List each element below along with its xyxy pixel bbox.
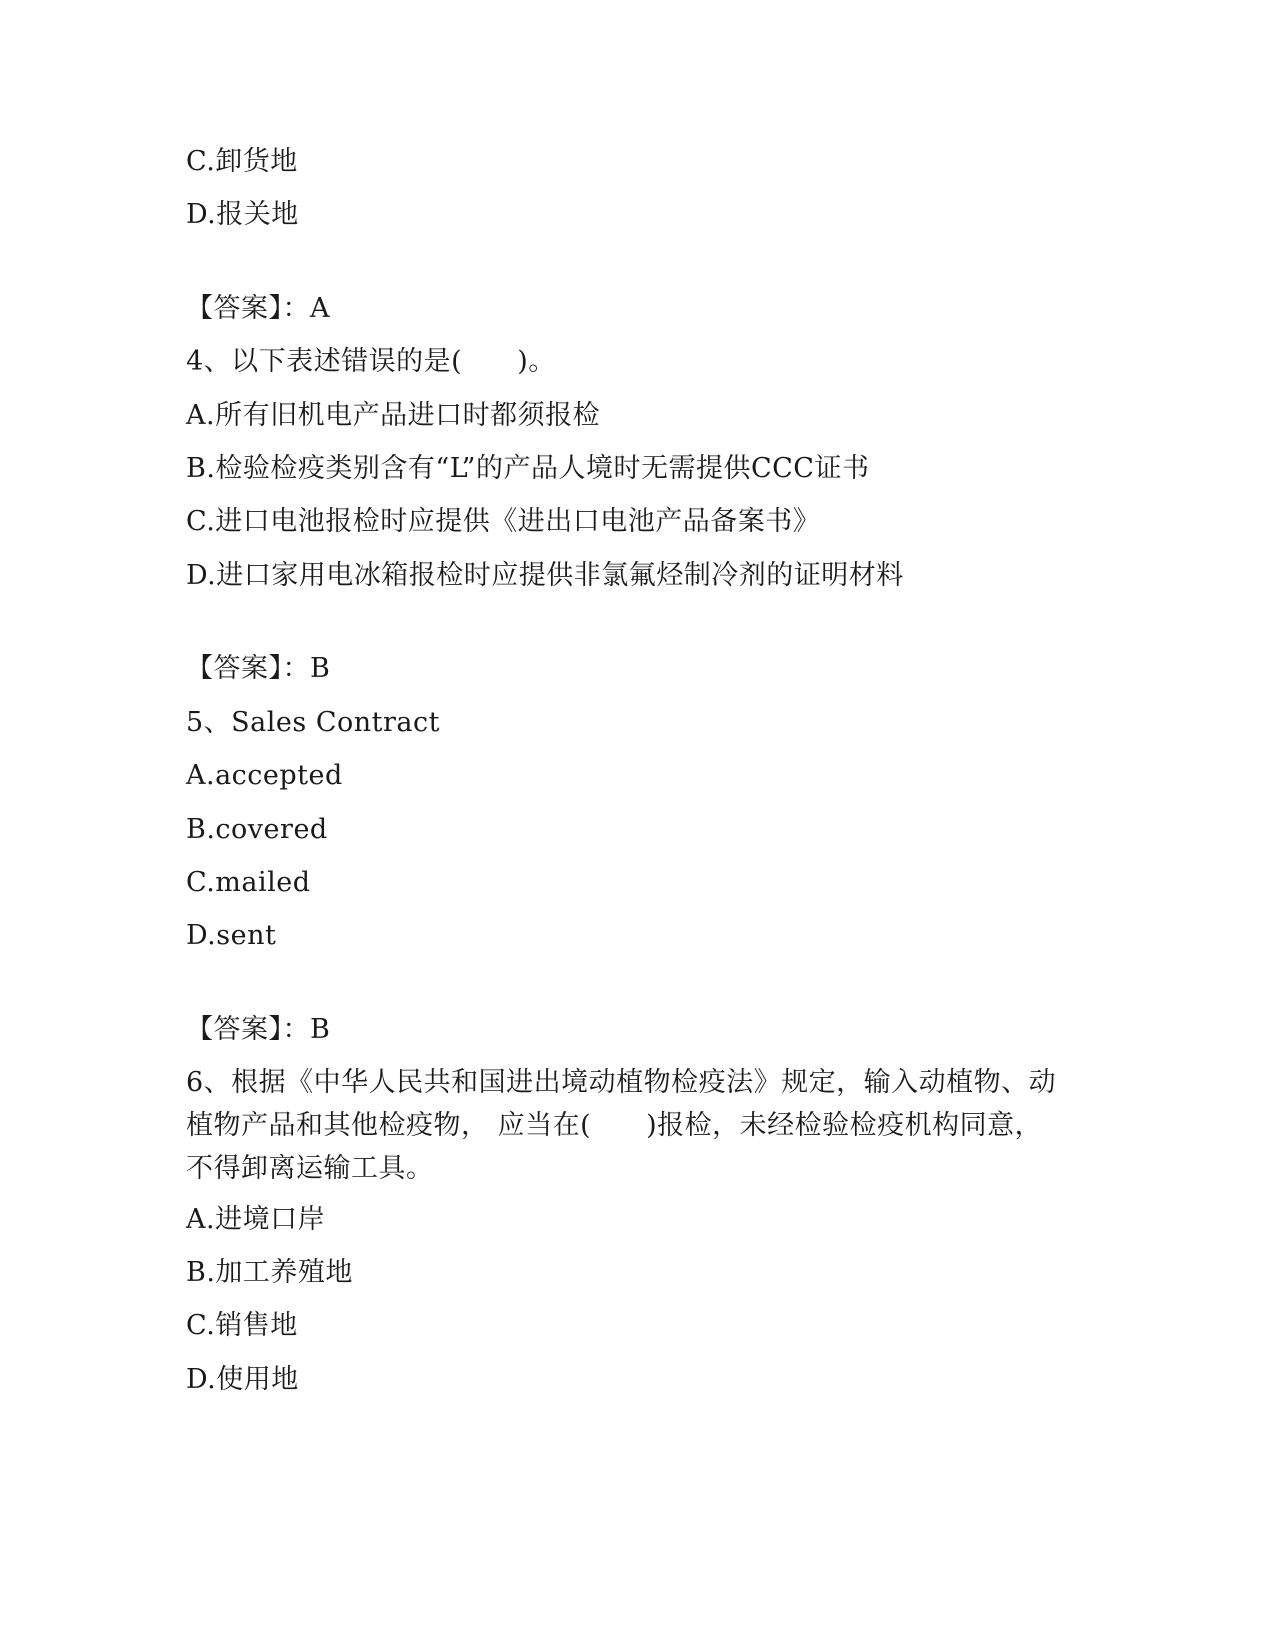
q4-question: 4、以下表述错误的是( )。	[186, 346, 556, 377]
q6-option-b: B.加工养殖地	[186, 1257, 353, 1288]
q5-option-d: D.sent	[186, 920, 277, 951]
q4-answer: 【答案】：B	[186, 653, 331, 684]
q6-question: 6、根据《中华人民共和国进出境动植物检疫法》规定，输入动植物、动植物产品和其他检疫物， 应当在( )报检，未经检验检疫机构同意，不得卸离运输工具。	[186, 1067, 1057, 1184]
q6-option-c: C.销售地	[186, 1310, 298, 1341]
q5-option-b: B.covered	[186, 814, 328, 845]
q3-option-d: D.报关地	[186, 199, 299, 230]
q3-answer: 【答案】：A	[186, 293, 330, 324]
q6-option-d: D.使用地	[186, 1364, 299, 1395]
q4-option-d: D.进口家用电冰箱报检时应提供非氯氟烃制冷剂的证明材料	[186, 560, 904, 591]
q3-option-c: C.卸货地	[186, 146, 298, 177]
q4-option-c: C.进口电池报检时应提供《进出口电池产品备案书》	[186, 506, 821, 537]
q4-option-b: B.检验检疫类别含有“L”的产品人境时无需提供CCC证书	[186, 453, 870, 484]
q4-option-a: A.所有旧机电产品进口时都须报检	[186, 400, 601, 431]
q5-option-a: A.accepted	[186, 760, 343, 791]
q6-option-a: A.进境口岸	[186, 1204, 326, 1235]
q5-question: 5、Sales Contract	[186, 707, 440, 738]
q5-option-c: C.mailed	[186, 867, 311, 898]
q5-answer: 【答案】：B	[186, 1014, 331, 1045]
